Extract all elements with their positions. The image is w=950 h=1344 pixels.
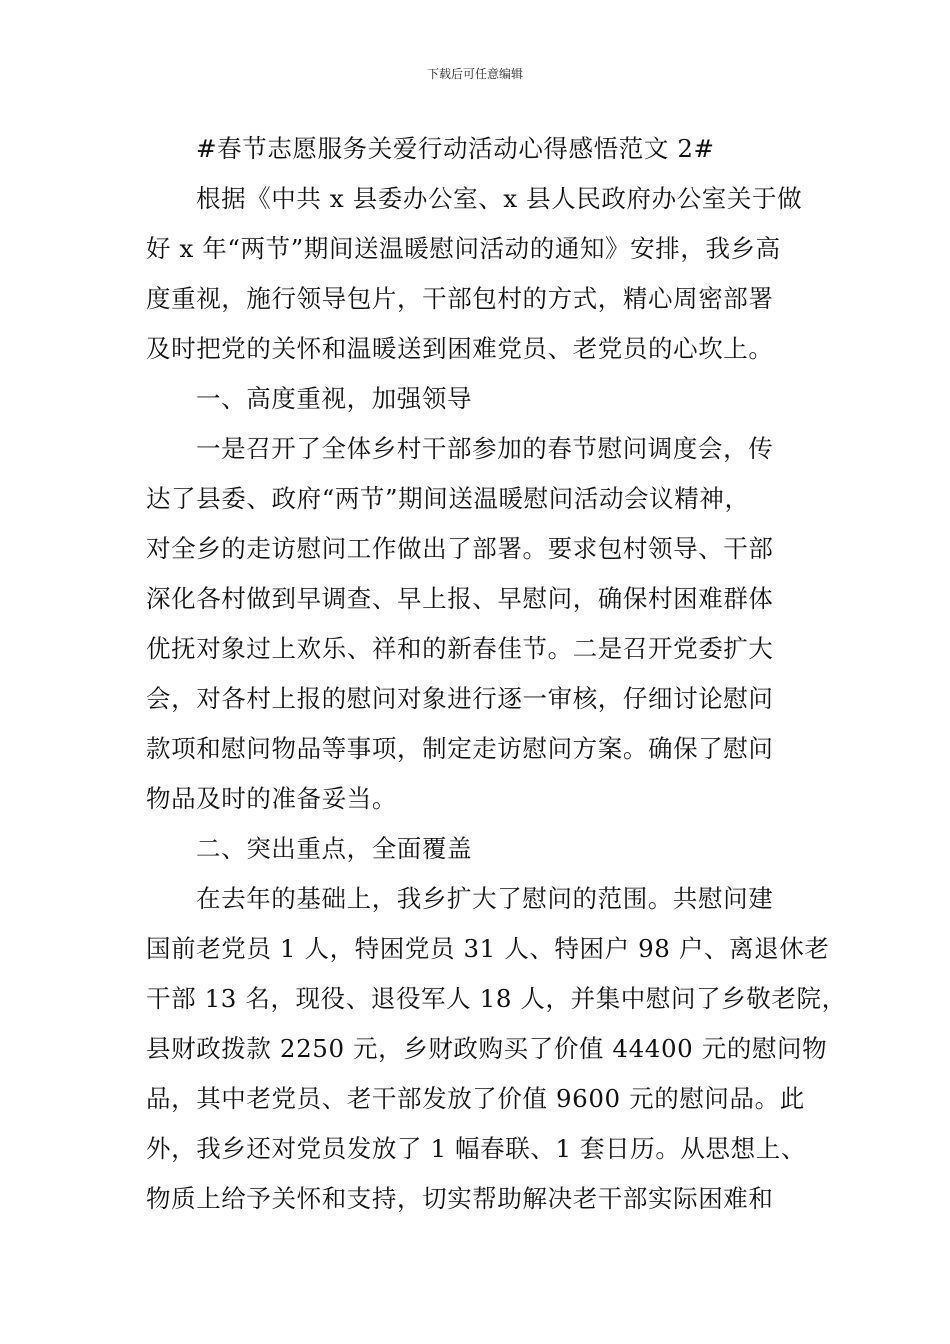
paragraph-line: 物质上给予关怀和支持，切实帮助解决老干部实际困难和 xyxy=(146,1184,774,1213)
paragraph-line: 深化各村做到早调查、早上报、早慰问，确保村困难群体 xyxy=(146,584,774,613)
paragraph-line: 度重视，施行领导包片，干部包村的方式，精心周密部署 xyxy=(146,284,774,313)
paragraph-line: 及时把党的关怀和温暖送到困难党员、老党员的心坎上。 xyxy=(146,334,774,363)
document-body xyxy=(146,124,847,1224)
paragraph-line: 优抚对象过上欢乐、祥和的新春佳节。二是召开党委扩大 xyxy=(146,634,774,663)
section-heading: 二、突出重点，全面覆盖 xyxy=(196,834,473,863)
paragraph-line: 在去年的基础上，我乡扩大了慰问的范围。共慰问建 xyxy=(196,884,774,913)
paragraph-line: 外，我乡还对党员发放了 1 幅春联、1 套日历。从思想上、 xyxy=(146,1134,806,1163)
paragraph-line: 好 x 年“两节”期间送温暖慰问活动的通知》安排，我乡高 xyxy=(146,234,781,263)
paragraph-line: 对全乡的走访慰问工作做出了部署。要求包村领导、干部 xyxy=(146,534,774,563)
paragraph-line: 县财政拨款 2250 元，乡财政购买了价值 44400 元的慰问物 xyxy=(146,1034,828,1063)
paragraph-line: 干部 13 名，现役、退役军人 18 人，并集中慰问了乡敬老院， xyxy=(146,984,847,1013)
paragraph-line: 根据《中共 x 县委办公室、x 县人民政府办公室关于做 xyxy=(196,184,803,213)
paragraph-line: 国前老党员 1 人，特困党员 31 人、特困户 98 户、离退休老 xyxy=(146,934,830,963)
paragraph-line: 款项和慰问物品等事项，制定走访慰问方案。确保了慰问 xyxy=(146,734,774,763)
paragraph-line: 达了县委、政府“两节”期间送温暖慰问活动会议精神， xyxy=(146,484,750,513)
paragraph-line: 品，其中老党员、老干部发放了价值 9600 元的慰问品。此 xyxy=(146,1084,805,1113)
document-title: #春节志愿服务关爱行动活动心得感悟范文 2# xyxy=(196,134,715,163)
header-note: 下载后可任意编辑 xyxy=(426,67,523,81)
paragraph-line: 会，对各村上报的慰问对象进行逐一审核，仔细讨论慰问 xyxy=(146,684,774,713)
paragraph-line: 一是召开了全体乡村干部参加的春节慰问调度会，传 xyxy=(196,434,774,463)
paragraph-line: 物品及时的准备妥当。 xyxy=(146,784,397,813)
section-heading: 一、高度重视，加强领导 xyxy=(196,384,473,413)
